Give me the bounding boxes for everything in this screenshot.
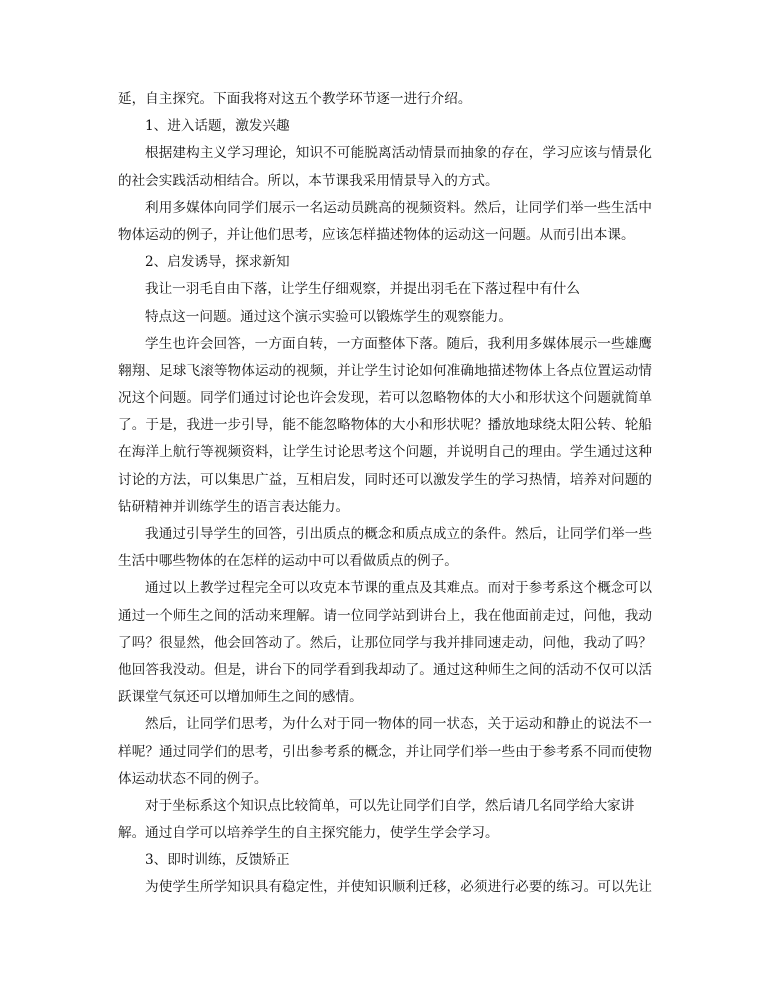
paragraph-line: 翱翔、足球飞滚等物体运动的视频，并让学生讨论如何准确地描述物体上各点位置运动情: [118, 362, 652, 379]
paragraph-line: 的社会实践活动相结合。所以，本节课我采用情景导入的方式。: [118, 172, 499, 189]
paragraph-line: 延，自主探究。下面我将对这五个教学环节逐一进行介绍。: [118, 91, 472, 107]
paragraph-line: 然后，让同学们思考，为什么对于同一物体的同一状态，关于运动和静止的说法不一: [145, 716, 652, 733]
paragraph-line: 解。通过自学可以培养学生的自主探究能力，使学生学会学习。: [118, 825, 499, 842]
section-heading: 1、进入话题，激发兴趣: [145, 118, 290, 135]
section-heading: 2、启发诱导，探求新知: [145, 254, 290, 271]
section-heading: 3、即时训练，反馈矫正: [145, 852, 290, 869]
paragraph-line: 特点这一问题。通过这个演示实验可以锻炼学生的观察能力。: [145, 308, 513, 325]
paragraph-line: 我让一羽毛自由下落，让学生仔细观察，并提出羽毛在下落过程中有什么: [145, 281, 580, 298]
paragraph-line: 物体运动的例子，并让他们思考，应该怎样描述物体的运动这一问题。从而引出本课。: [118, 226, 635, 243]
paragraph-line: 在海洋上航行等视频资料，让学生讨论思考这个问题，并说明自己的理由。学生通过这种: [118, 444, 652, 461]
paragraph-line: 况这个问题。同学们通过讨论也许会发现，若可以忽略物体的大小和形状这个问题就简单: [118, 390, 652, 407]
paragraph-line: 他回答我没动。但是，讲台下的同学看到我却动了。通过这种师生之间的活动不仅可以活: [118, 661, 652, 678]
paragraph-line: 为使学生所学知识具有稳定性，并使知识顺利迁移，必须进行必要的练习。可以先让: [145, 879, 652, 896]
paragraph-line: 样呢？通过同学们的思考，引出参考系的概念，并让同学们举一些由于参考系不同而使物: [118, 743, 652, 760]
paragraph-line: 对于坐标系这个知识点比较简单，可以先让同学们自学，然后请几名同学给大家讲: [145, 797, 635, 814]
paragraph-line: 通过一个师生之间的活动来理解。请一位同学站到讲台上，我在他面前走过，问他，我动: [118, 607, 652, 624]
paragraph-line: 根据建构主义学习理论，知识不可能脱离活动情景而抽象的存在，学习应该与情景化: [145, 145, 652, 162]
paragraph-line: 了。于是，我进一步引导，能不能忽略物体的大小和形状呢？播放地球绕太阳公转、轮船: [118, 417, 652, 434]
document-body: [118, 86, 652, 902]
paragraph-line: 跃课堂气氛还可以增加师生之间的感情。: [118, 689, 363, 706]
paragraph-line: 学生也许会回答，一方面自转，一方面整体下落。随后，我利用多媒体展示一些雄鹰: [145, 335, 652, 352]
paragraph-line: 利用多媒体向同学们展示一名运动员跳高的视频资料。然后，让同学们举一些生活中: [145, 199, 652, 216]
paragraph-line: 讨论的方法，可以集思广益，互相启发，同时还可以激发学生的学习热情，培养对问题的: [118, 471, 652, 488]
paragraph-line: 通过以上教学过程完全可以攻克本节课的重点及其难点。而对于参考系这个概念可以: [145, 580, 652, 597]
paragraph-line: 钻研精神并训练学生的语言表达能力。: [118, 498, 350, 515]
paragraph-line: 了吗？很显然，他会回答动了。然后，让那位同学与我并排同速走动，问他，我动了吗？: [118, 634, 652, 651]
paragraph-line: 生活中哪些物体的在怎样的运动中可以看做质点的例子。: [118, 553, 458, 570]
paragraph-line: 体运动状态不同的例子。: [118, 770, 268, 787]
paragraph-line: 我通过引导学生的回答，引出质点的概念和质点成立的条件。然后，让同学们举一些: [145, 526, 652, 542]
